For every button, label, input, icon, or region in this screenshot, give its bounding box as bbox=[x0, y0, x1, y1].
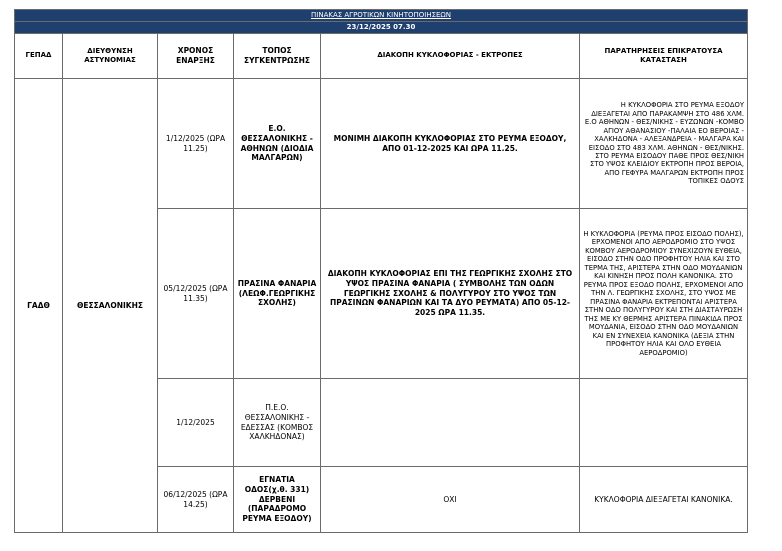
header-location-label: ΤΟΠΟΣ ΣΥΓΚΕΝΤΡΩΣΗΣ bbox=[243, 46, 311, 65]
notes-cell: Η ΚΥΚΛΟΦΟΡΙΑ ΣΤΟ ΡΕΥΜΑ ΕΞΟΔΟΥ ΔΙΕΞΑΓΕΤΑΙ ΑΠΟ ΠΑΡΑΚΑΜΨΗ ΣΤΟ 486 ΧΛΜ. Ε.Ο ΑΘΗΝΩΝ - ΘΕΣ/ΝΙΚΗΣ - ΕΥΖΩΝΩΝ -ΚΟΜΒΟ ΑΓΙΟΥ ΑΘΑΝΑΣΙΟΥ -ΠΑΛΑΙΑ ΕΟ ΒΕΡΟΙΑΣ - ΧΑΛΚΗΔΟΝΑ - ΑΛΕΞΑΝΔΡΕΙΑ - ΜΑΛΓΑΡΑ ΚΑΙ ΕΙΣΟΔΟ ΣΤΟ 483 ΧΛΜ. ΑΘΗΝΩΝ - ΘΕΣ/ΝΙΚΗΣ. ΣΤΟ ΡΕΥΜΑ ΕΙΣΟΔΟΥ ΠΑΘΕ ΠΡΟΣ ΘΕΣ/ΝΙΚΗ ΣΤΟ ΥΨΟΣ ΚΛΕΙΔΙΟΥ ΕΚΤΡΟΠΗ ΠΡΟΣ ΒΕΡΟΙΑ, ΑΠΟ ΓΕΦΥΡΑ ΜΑΛΓΑΡΩΝ ΕΚΤΡΟΠΗ ΠΡΟΣ ΤΟΠΙΚΕΣ ΟΔΟΥΣ bbox=[580, 79, 748, 209]
table-title: ΠΙΝΑΚΑΣ ΑΓΡΟΤΙΚΩΝ ΚΙΝΗΤΟΠΟΙΗΣΕΩΝ bbox=[15, 10, 748, 22]
start-time-cell: 1/12/2025 (ΩΡΑ 11.25) bbox=[158, 79, 234, 209]
notes-cell bbox=[580, 379, 748, 467]
location-cell: Ε.Ο. ΘΕΣΣΑΛΟΝΙΚΗΣ - ΑΘΗΝΩΝ (ΔΙΟΔΙΑ ΜΑΛΓΑΡΩΝ) bbox=[234, 79, 321, 209]
header-notes: ΠΑΡΑΤΗΡΗΣΕΙΣ ΕΠΙΚΡΑΤΟΥΣΑ ΚΑΤΑΣΤΑΣΗ bbox=[580, 34, 748, 79]
location-cell: ΠΡΑΣΙΝΑ ΦΑΝΑΡΙΑ (ΛΕΩΦ.ΓΕΩΡΓΙΚΗΣ ΣΧΟΛΗΣ) bbox=[234, 209, 321, 379]
location-cell: ΕΓΝΑΤΙΑ ΟΔΟΣ(χ.θ. 331) ΔΕΡΒΕΝΙ (ΠΑΡΑΔΡΟΜΟ ΡΕΥΜΑ ΕΞΟΔΟΥ) bbox=[234, 467, 321, 533]
traffic-cell: ΟΧΙ bbox=[321, 467, 580, 533]
header-directorate: ΔΙΕΥΘΥΝΣΗ ΑΣΤΥΝΟΜΙΑΣ bbox=[63, 34, 158, 79]
mobilizations-table bbox=[14, 9, 748, 533]
gepad-cell: ΓΑΔΘ bbox=[15, 79, 63, 533]
directorate-cell: ΘΕΣΣΑΛΟΝΙΚΗΣ bbox=[63, 79, 158, 533]
notes-cell: ΚΥΚΛΟΦΟΡΙΑ ΔΙΕΞΑΓΕΤΑΙ ΚΑΝΟΝΙΚΑ. bbox=[580, 467, 748, 533]
header-gepad: ΓΕΠΑΔ bbox=[15, 34, 63, 79]
traffic-cell bbox=[321, 379, 580, 467]
start-time-cell: 05/12/2025 (ΩΡΑ 11.35) bbox=[158, 209, 234, 379]
location-cell: Π.Ε.Ο. ΘΕΣΣΑΛΟΝΙΚΗΣ - ΕΔΕΣΣΑΣ (ΚΟΜΒΟΣ ΧΑΛΚΗΔΟΝΑΣ) bbox=[234, 379, 321, 467]
table-row bbox=[15, 79, 748, 209]
traffic-cell: ΔΙΑΚΟΠΗ ΚΥΚΛΟΦΟΡΙΑΣ ΕΠΙ ΤΗΣ ΓΕΩΡΓΙΚΗΣ ΣΧΟΛΗΣ ΣΤΟ ΥΨΟΣ ΠΡΑΣΙΝΑ ΦΑΝΑΡΙΑ ( ΣΥΜΒΟΛΗΣ ΤΩΝ ΟΔΩΝ ΓΕΩΡΓΙΚΗΣ ΣΧΟΛΗΣ & ΠΟΛΥΓΥΡΟΥ ΣΤΟ ΥΨΟΣ ΤΩΝ ΠΡΑΣΙΝΩΝ ΦΑΝΑΡΙΩΝ ΚΑΙ ΤΑ ΔΥΟ ΡΕΥΜΑΤΑ) ΑΠΟ 05-12-2025 ΩΡΑ 11.35. bbox=[321, 209, 580, 379]
header-start-time-label: ΧΡΟΝΟΣ ΕΝΑΡΞΗΣ bbox=[176, 46, 215, 65]
header-location bbox=[234, 34, 321, 79]
header-start-time bbox=[158, 34, 234, 79]
table-date: 23/12/2025 07.30 bbox=[15, 22, 748, 34]
notes-cell: Η ΚΥΚΛΟΦΟΡΙΑ (ΡΕΥΜΑ ΠΡΟΣ ΕΙΣΟΔΟ ΠΟΛΗΣ), ΕΡΧΟΜΕΝΟΙ ΑΠΟ ΑΕΡΟΔΡΟΜΙΟ ΣΤΟ ΥΨΟΣ ΚΟΜΒΟΥ ΑΕΡΟΔΡΟΜΙΟΥ ΣΥΝΕΧΙΖΟΥΝ ΕΥΘΕΙΑ, ΕΙΣΟΔΟ ΣΤΗΝ ΟΔΟ ΠΡΟΦΗΤΟΥ ΗΛΙΑ ΚΑΙ ΣΤΟ ΤΕΡΜΑ ΤΗΣ, ΑΡΙΣΤΕΡΑ ΣΤΗΝ ΟΔΟ ΜΟΥΔΑΝΙΩΝ ΚΑΙ ΚΙΝΗΣΗ ΠΡΟΣ ΠΟΛΗ ΚΑΝΟΝΙΚΑ. ΣΤΟ ΡΕΥΜΑ ΠΡΟΣ ΕΞΟΔΟ ΠΟΛΗΣ, ΕΡΧΟΜΕΝΟΙ ΑΠΟ ΤΗΝ Λ. ΓΕΩΡΓΙΚΗΣ ΣΧΟΛΗΣ, ΣΤΟ ΥΨΟΣ ΜΕ ΠΡΑΣΙΝΑ ΦΑΝΑΡΙΑ ΕΚΤΡΕΠΟΝΤΑΙ ΑΡΙΣΤΕΡΑ ΣΤΗΝ ΟΔΟ ΠΟΛΥΓΥΡΟΥ ΚΑΙ ΣΤΗ ΔΙΑΣΤΑΥΡΩΣΗ ΤΗΣ ΜΕ ΚΥ ΘΕΡΜΗΣ ΑΡΙΣΤΕΡΑ ΠΙΝΑΚΙΔΑ ΠΡΟΣ ΜΟΥΔΑΝΙΑ, ΕΙΣΟΔΟ ΣΤΗΝ ΟΔΟ ΜΟΥΔΑΝΙΩΝ ΚΑΙ ΕΝ ΣΥΝΕΧΕΙΑ ΚΑΝΟΝΙΚΑ (ΔΕΞΙΑ ΣΤΗΝ ΠΡΟΦΗΤΟΥ ΗΛΙΑ ΚΑΙ ΟΛΟ ΕΥΘΕΙΑ ΑΕΡΟΔΡΟΜΙΟ) bbox=[580, 209, 748, 379]
header-traffic: ΔΙΑΚΟΠΗ ΚΥΚΛΟΦΟΡΙΑΣ - ΕΚΤΡΟΠΕΣ bbox=[321, 34, 580, 79]
traffic-cell: ΜΟΝΙΜΗ ΔΙΑΚΟΠΗ ΚΥΚΛΟΦΟΡΙΑΣ ΣΤΟ ΡΕΥΜΑ ΕΞΟΔΟΥ, ΑΠΟ 01-12-2025 ΚΑΙ ΩΡΑ 11.25. bbox=[321, 79, 580, 209]
start-time-cell: 1/12/2025 bbox=[158, 379, 234, 467]
start-time-cell: 06/12/2025 (ΩΡΑ 14.25) bbox=[158, 467, 234, 533]
